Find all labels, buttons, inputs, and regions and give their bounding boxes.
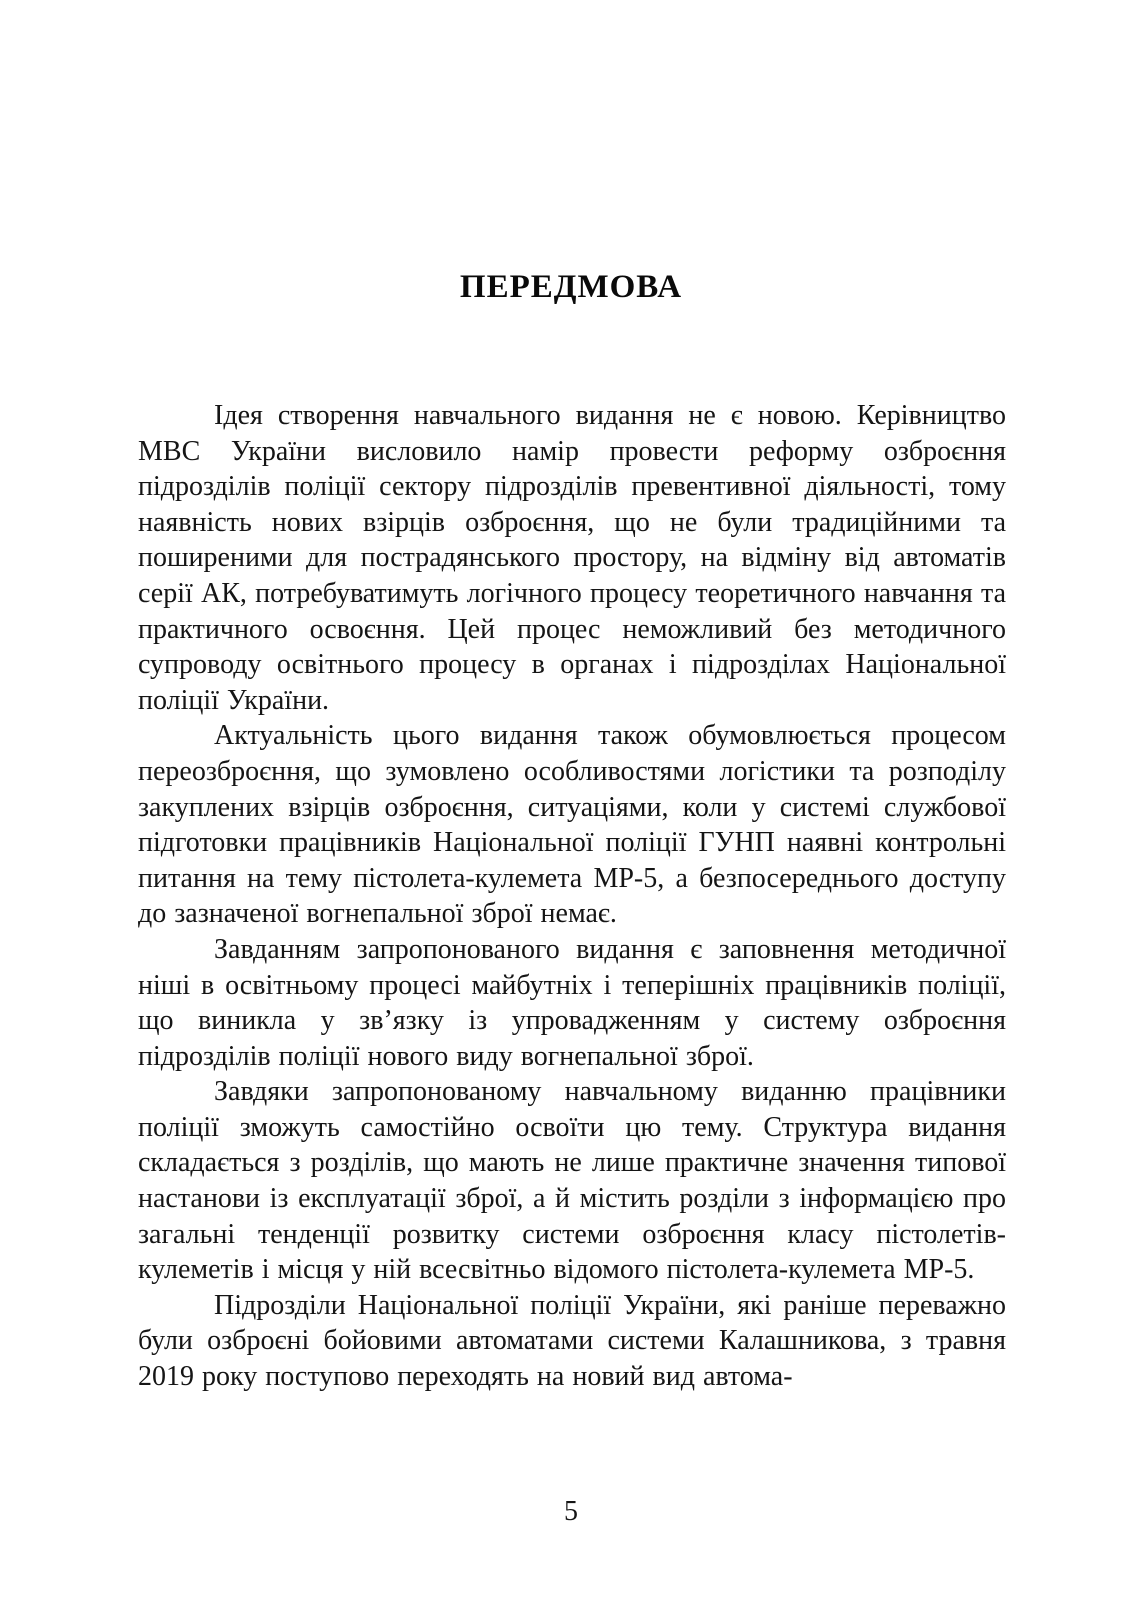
paragraph-3: Завданням запропонованого видання є заповнення методичної ніші в освітньому процесі майбутніх і теперішніх працівників поліції, що виникла у зв’язку із упровадженням у систему озброєння підрозділів поліції нового виду вогнепальної зброї. — [138, 933, 1006, 1072]
page-number: 5 — [564, 1496, 578, 1527]
paragraph-2: Актуальність цього видання також обумовлюється процесом переозброєння, що зумовлено особливостями логістики та розподілу закуплених взірців озброєння, ситуаціями, коли у системі службової підготовки працівників Національної поліції ГУНП наявні контрольні питання на тему пістолета-кулемета МР-5, а безпосереднього доступу до зазначеної вогнепальної зброї немає. — [138, 720, 1006, 930]
paragraph-1: Ідея створення навчального видання не є новою. Керівництво МВС України висловило намір провести реформу озброєння підрозділів поліції сектору підрозділів превентивної діяльності, тому наявність нових взірців озброєння, що не були традиційними та поширеними для пострадянського простору, на відміну від автоматів серії АК, потребуватимуть логічного процесу теоретичного навчання та практичного освоєння. Цей процес неможливий без методичного супроводу освітнього процесу в органах і підрозділах Національної поліції України. — [138, 400, 1006, 716]
page-title: ПЕРЕДМОВА — [459, 269, 683, 305]
page-body — [138, 398, 1006, 1395]
paragraph-5: Підрозділи Національної поліції України, які раніше переважно були озброєні бойовими автоматами системи Калашникова, з травня 2019 року поступово переходять на новий вид автома- — [138, 1289, 1006, 1393]
paragraph-4: Завдяки запропонованому навчальному виданню працівники поліції зможуть самостійно освоїти цю тему. Структура видання складається з розділів, що мають не лише практичне значення типової настанови із експлуатації зброї, а й містить розділи з інформацією про загальні тенденції розвитку системи озброєння класу пістолетів-кулеметів і місця у ній всесвітньо відомого пістолета-кулемета МР-5. — [138, 1076, 1006, 1286]
